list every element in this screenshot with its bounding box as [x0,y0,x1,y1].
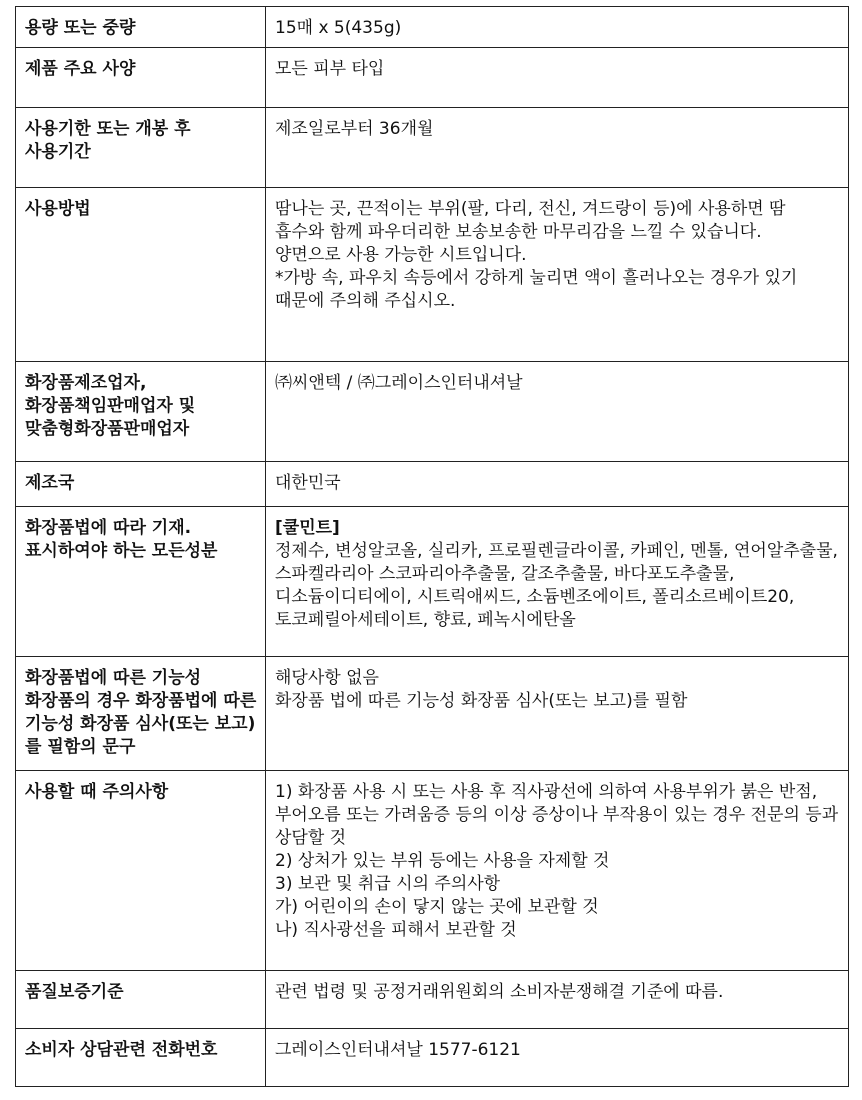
row-value-line: 화장품 법에 따른 기능성 화장품 심사(또는 보고)를 필함 [275,691,688,711]
row-label [16,362,266,462]
table-row [16,771,849,971]
row-label [16,657,266,771]
row-value [266,1029,849,1087]
row-label-text: 품질보증기준 [25,982,124,1002]
table-row [16,507,849,657]
table-row [16,188,849,362]
row-value [266,362,849,462]
row-label [16,7,266,48]
row-value [266,657,849,771]
ingredient-heading: [쿨민트] [275,518,340,538]
row-label [16,108,266,188]
row-value-line: *가방 속, 파우치 속등에서 강하게 눌리면 액이 흘러나오는 경우가 있기 때문에 주의해 주십시오. [275,268,798,311]
row-label-text: 사용기한 또는 개봉 후 사용기간 [25,119,191,162]
table-row [16,108,849,188]
row-value-line: ㈜씨앤텍 / ㈜그레이스인터내셔날 [275,373,523,393]
row-label-text: 제조국 [25,473,75,493]
table-row [16,971,849,1029]
row-label-text: 용량 또는 중량 [25,18,136,38]
row-label [16,462,266,507]
row-label-text: 화장품제조업자, 화장품책임판매업자 및 맞춤형화장품판매업자 [25,373,196,439]
row-label-text: 화장품법에 따라 기재.표시하여야 하는 모든성분 [25,518,218,561]
row-value-line: 제조일로부터 36개월 [275,119,434,139]
row-value-line: 1) 화장품 사용 시 또는 사용 후 직사광선에 의하여 사용부위가 붉은 반점, 부어오름 또는 가려움증 등의 이상 증상이나 부작용이 있는 경우 전문의 등과 상담할 것 [275,782,839,848]
row-value [266,7,849,48]
table-row [16,1029,849,1087]
row-label [16,971,266,1029]
row-value-line: 관련 법령 및 공정거래위원회의 소비자분쟁해결 기준에 따름. [275,982,724,1002]
table-row [16,657,849,771]
row-value-line: 정제수, 변성알코올, 실리카, 프로필렌글라이콜, 카페인, 멘톨, 연어알추출물, 스파켈라리아 스코파리아추출물, 갈조추출물, 바다포도추출물, 디소듐이디티에이, 시트릭애씨드, 소듐벤조에이트, 폴리소르베이트20, 토코페릴아세테이트, 향료, 페녹시에탄올 [275,541,838,630]
row-label-text: 화장품법에 따른 기능성 화장품의 경우 화장품법에 따른 기능성 화장품 심사(또는 보고)를 필함의 문구 [25,668,257,757]
row-value-line: 2) 상처가 있는 부위 등에는 사용을 자제할 것 [275,851,610,871]
row-label [16,48,266,108]
row-value-line: 해당사항 없음 [275,668,379,688]
row-label [16,507,266,657]
row-value [266,971,849,1029]
row-label-text: 제품 주요 사양 [25,59,136,79]
table-row [16,462,849,507]
row-value [266,108,849,188]
row-value-line: 모든 피부 타입 [275,59,385,79]
row-label [16,188,266,362]
row-value [266,188,849,362]
row-value-line: 양면으로 사용 가능한 시트입니다. [275,245,527,265]
row-value [266,462,849,507]
row-label [16,1029,266,1087]
row-label-text: 소비자 상담관련 전화번호 [25,1040,218,1060]
row-value-line: 그레이스인터내셔날 1577-6121 [275,1040,521,1060]
table-row [16,48,849,108]
table-row [16,362,849,462]
row-label-text: 사용방법 [25,199,91,219]
table-row [16,7,849,48]
row-value-line: 3) 보관 및 취급 시의 주의사항 [275,874,501,894]
row-value-line: 대한민국 [275,473,341,493]
row-value-line: 15매 x 5(435g) [275,18,402,38]
row-value [266,507,849,657]
row-label [16,771,266,971]
product-info-table [15,6,849,1087]
row-value-line: 가) 어린이의 손이 닿지 않는 곳에 보관할 것 [275,897,599,917]
row-value [266,48,849,108]
row-value-line: 땀나는 곳, 끈적이는 부위(팔, 다리, 전신, 겨드랑이 등)에 사용하면 땀 흡수와 함께 파우더리한 보송보송한 마무리감을 느낄 수 있습니다. [275,199,786,242]
row-label-text: 사용할 때 주의사항 [25,782,169,802]
row-value [266,771,849,971]
row-value-line: 나) 직사광선을 피해서 보관할 것 [275,920,517,940]
